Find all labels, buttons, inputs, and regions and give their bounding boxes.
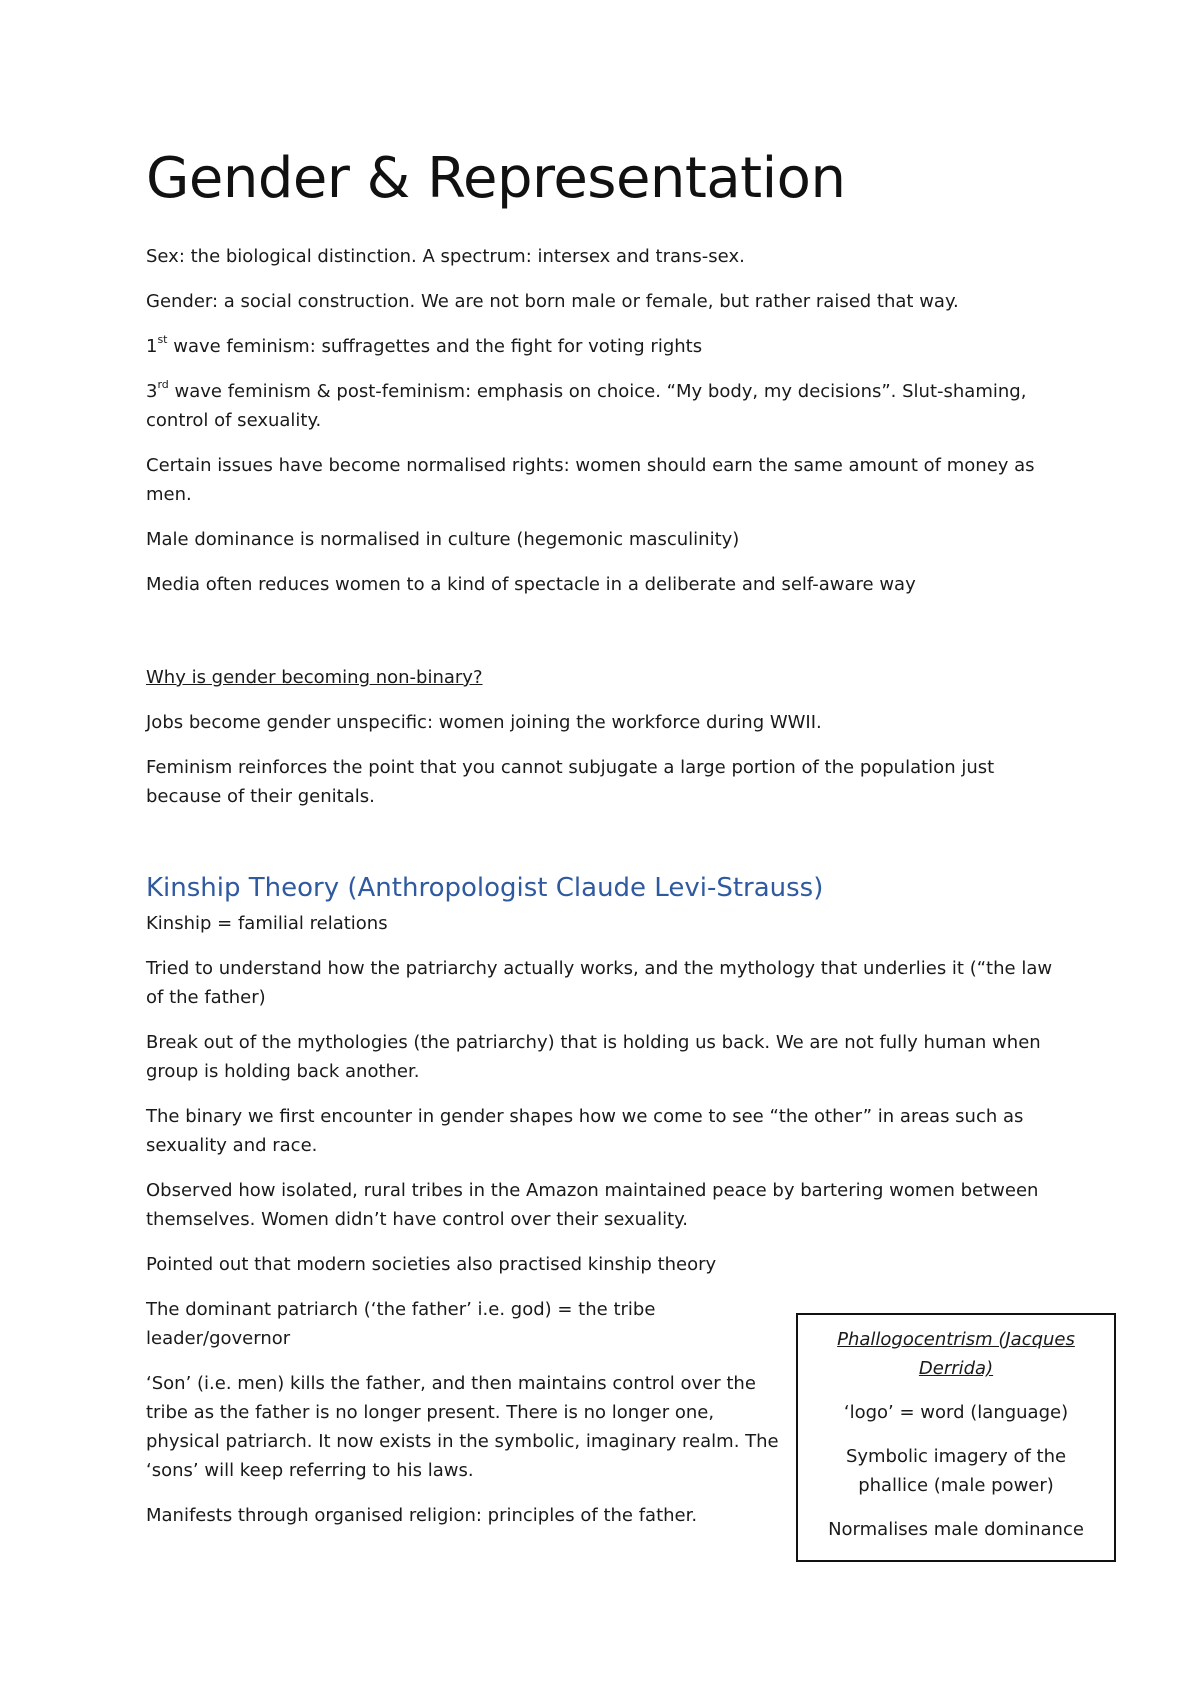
- jobs-unspecific: Jobs become gender unspecific: women joining the workforce during WWII.: [146, 712, 822, 733]
- kinship-pointed-out: Pointed out that modern societies also practised kinship theory: [146, 1254, 717, 1275]
- third-wave-text: wave feminism & post-feminism: emphasis on choice. “My body, my decisions”. Slut-shaming, control of sexuality.: [146, 381, 1027, 431]
- third-wave-feminism: [146, 377, 1066, 435]
- media-spectacle: Media often reduces women to a kind of spectacle in a deliberate and self-aware way: [146, 574, 916, 595]
- sidebox-symbolic: Symbolic imagery of the phallice (male power): [845, 1446, 1067, 1496]
- first-wave-feminism: [146, 332, 1066, 361]
- spacer: [146, 615, 1066, 663]
- third-wave-number: 3: [146, 381, 158, 402]
- first-wave-ordinal: st: [157, 333, 168, 346]
- sidebox-normalises: Normalises male dominance: [828, 1519, 1084, 1540]
- spacer: [146, 827, 1066, 871]
- kinship-break-out: Break out of the mythologies (the patriarchy) that is holding us back. We are not fully human when group is holding back another.: [146, 1032, 1041, 1082]
- kinship-definition: Kinship = familial relations: [146, 913, 388, 934]
- male-dominance: Male dominance is normalised in culture (hegemonic masculinity): [146, 529, 740, 550]
- sidebox-title: Phallogocentrism (Jacques Derrida): [837, 1329, 1075, 1379]
- sex-definition: Sex: the biological distinction. A spectrum: intersex and trans-sex.: [146, 246, 745, 267]
- kinship-left-column: [146, 1295, 786, 1530]
- page-title: Gender & Representation: [146, 146, 846, 211]
- normalised-rights: Certain issues have become normalised rights: women should earn the same amount of money as men.: [146, 455, 1035, 505]
- kinship-heading: Kinship Theory (Anthropologist Claude Levi-Strauss): [146, 873, 824, 903]
- kinship-binary: The binary we first encounter in gender shapes how we come to see “the other” in areas such as sexuality and race.: [146, 1106, 1024, 1156]
- third-wave-ordinal: rd: [157, 378, 169, 391]
- non-binary-heading: Why is gender becoming non-binary?: [146, 667, 483, 688]
- kinship-son: ‘Son’ (i.e. men) kills the father, and then maintains control over the tribe as the father is no longer present. There is no longer one, physical patriarch. It now exists in the symbolic, imaginary realm. The ‘sons’ will keep referring to his laws.: [146, 1373, 779, 1481]
- sidebox-logo: ‘logo’ = word (language): [843, 1402, 1069, 1423]
- kinship-dominant: The dominant patriarch (‘the father’ i.e. god) = the tribe leader/governor: [146, 1299, 656, 1349]
- feminism-reinforces: Feminism reinforces the point that you cannot subjugate a large portion of the population just because of their genitals.: [146, 757, 995, 807]
- gender-definition: Gender: a social construction. We are not born male or female, but rather raised that way.: [146, 291, 959, 312]
- kinship-tried: Tried to understand how the patriarchy actually works, and the mythology that underlies it (“the law of the father): [146, 958, 1053, 1008]
- kinship-observed: Observed how isolated, rural tribes in the Amazon maintained peace by bartering women between themselves. Women didn’t have control over their sexuality.: [146, 1180, 1039, 1230]
- kinship-manifests: Manifests through organised religion: principles of the father.: [146, 1505, 698, 1526]
- phallogocentrism-box: [796, 1313, 1116, 1562]
- first-wave-number: 1: [146, 336, 158, 357]
- first-wave-text: wave feminism: suffragettes and the fight for voting rights: [167, 336, 703, 357]
